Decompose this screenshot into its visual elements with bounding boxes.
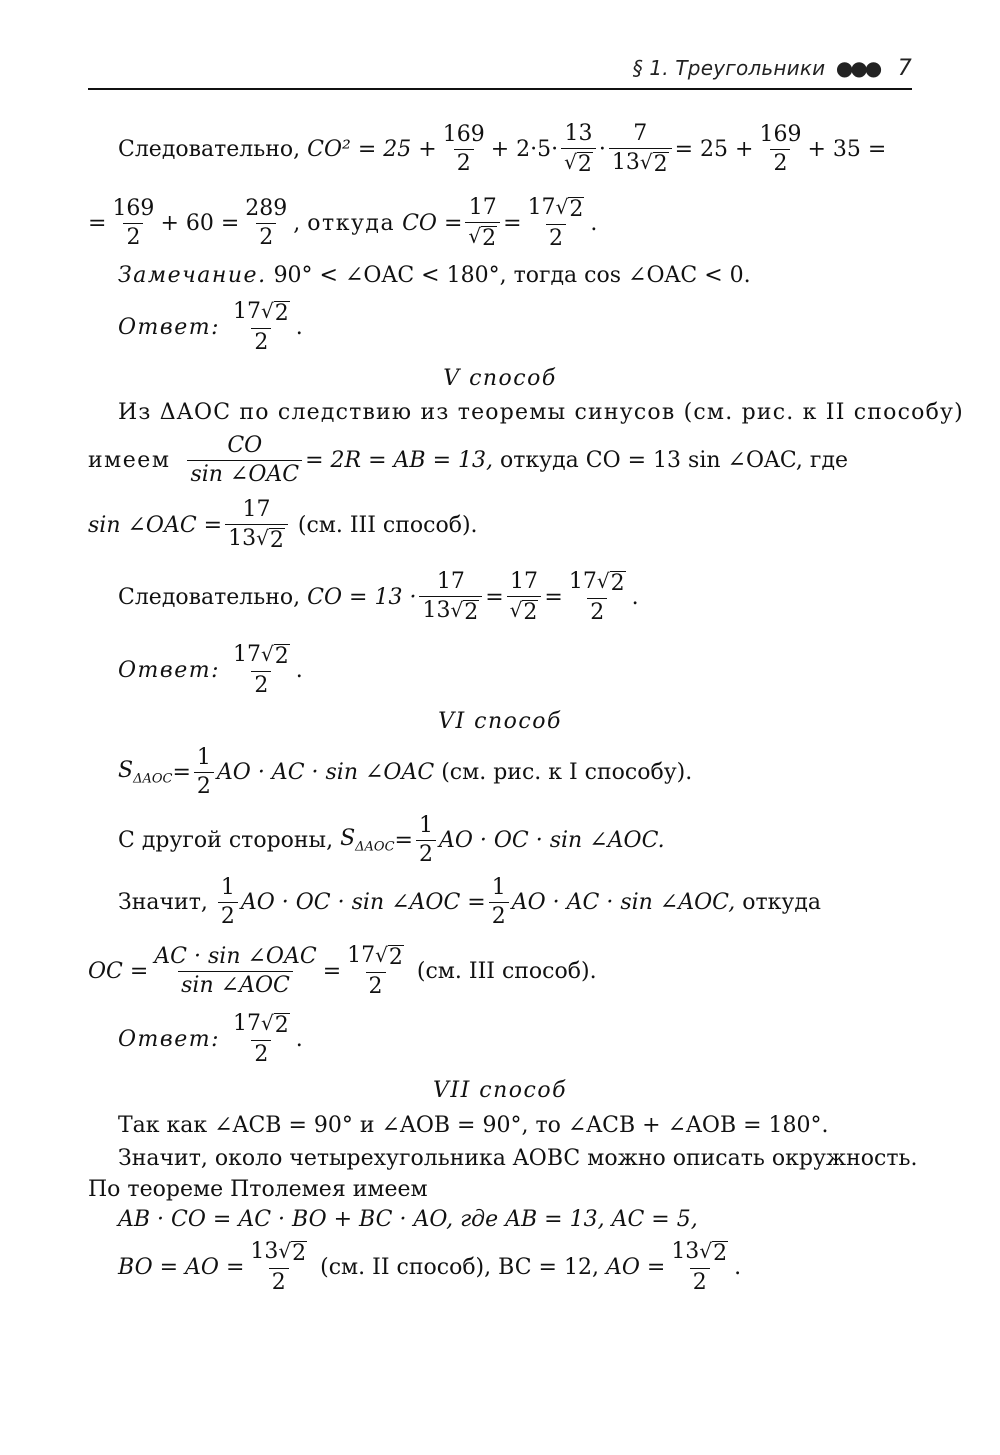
den: 2 — [546, 224, 566, 251]
num: 1 — [418, 813, 433, 838]
num: 1 — [220, 875, 235, 900]
frac-1-2c — [218, 876, 238, 929]
s-subscript: ΔAOC — [355, 839, 395, 855]
num: 1 — [491, 875, 506, 900]
v-equation-3 — [118, 570, 639, 625]
den: √ 2 — [465, 222, 500, 251]
frac-17sqrt2-2-ans3 — [230, 1012, 293, 1067]
den: 2 — [251, 328, 271, 355]
den: √ 2 — [561, 148, 596, 177]
expr-sin-oac: sin ∠OAC = — [88, 512, 223, 538]
coef: 17 — [233, 642, 261, 667]
den: 2 — [251, 1040, 271, 1067]
dot: . — [295, 1026, 303, 1052]
vii-text-2: Значит, около четырехугольника AOBC можно описать окружность. — [118, 1146, 918, 1171]
den: 2 — [587, 598, 607, 625]
num: 13 — [564, 121, 593, 146]
expr-co2: CO² = 25 + — [307, 136, 437, 162]
num: 17 √ 2 — [347, 943, 403, 970]
expr-oc: OC = — [88, 958, 149, 984]
equation-co2: Следовательно, CO² = 25 + $\frac{169}{2}$ + 2·5· 13 √ 2 · 7 13 √ 2 = 25 + $\frac{169}{2}$ + 35 = — [118, 121, 887, 178]
num: 289 — [245, 196, 288, 221]
radicand: 2 — [388, 945, 403, 970]
word-otkuda: откуда — [742, 889, 821, 915]
word-imeem: имеем — [88, 447, 171, 473]
frac-17-13sqrt2 — [225, 498, 288, 553]
den: 2 — [690, 1268, 710, 1295]
v-equation-1 — [88, 434, 848, 487]
den: 2 — [269, 1268, 289, 1295]
den: 2 — [123, 223, 143, 250]
remark-text: 90° < ∠OAC < 180°, тогда cos ∠OAC < 0. — [273, 263, 751, 288]
ref-ii: (см. II способ), BC = 12, — [320, 1254, 599, 1280]
expr-plus35: + 35 = — [807, 136, 887, 162]
radicand: 2 — [569, 197, 584, 222]
radicand: 2 — [274, 1013, 289, 1038]
remark — [118, 265, 751, 287]
header-title — [633, 56, 912, 81]
frac-17sqrt2-2 — [525, 196, 588, 251]
num: 169 — [759, 122, 802, 147]
num: 17 √ 2 — [233, 642, 289, 669]
vii-line-2 — [118, 1148, 918, 1170]
frac-17sqrt2-2-ans1 — [230, 300, 293, 355]
frac-13-sqrt2 — [561, 122, 596, 177]
text-other-side: С другой стороны, — [118, 827, 334, 853]
dot: . — [295, 314, 303, 340]
ref-iii: (см. III способ). — [416, 958, 597, 984]
expr-s2 — [340, 825, 395, 855]
num: 13 √ 2 — [671, 1239, 728, 1266]
word-znachit: Значит, — [118, 889, 208, 915]
expr-s — [118, 757, 173, 787]
vii-text-4: AB · CO = AC · BO + BC · AO, где AB = 13, AC = 5, — [118, 1207, 698, 1232]
vi-equation-4 — [88, 944, 597, 999]
coef: 17 — [233, 1011, 261, 1036]
num: 17 — [436, 569, 465, 594]
vii-text-1: Так как ∠ACB = 90° и ∠AOB = 90°, то ∠ACB + ∠AOB = 180°. — [118, 1113, 829, 1138]
frac-1-2d — [489, 876, 509, 929]
den: 2 — [218, 902, 238, 929]
frac-oc — [151, 945, 319, 998]
eq-sign: = — [88, 210, 107, 236]
vi-equation-3 — [118, 876, 821, 929]
expr-2r: = 2R = AB = 13, — [305, 447, 493, 473]
frac-13sqrt2-2b — [668, 1240, 731, 1295]
vii-equation — [118, 1240, 741, 1295]
dot: . — [734, 1254, 742, 1280]
word-sledovatelno: Следовательно, — [118, 136, 301, 162]
frac-17-sqrt2b — [507, 570, 542, 625]
den: 2 — [770, 149, 790, 176]
expr-area-4: AO · AC · sin ∠AOC, — [511, 889, 736, 915]
radicand: 2 — [577, 152, 592, 178]
coef: 13 — [250, 1239, 279, 1264]
frac-1-2b — [416, 814, 436, 867]
den: sin ∠OAC — [187, 460, 302, 487]
frac-co-sin — [187, 434, 302, 487]
answer-2 — [118, 643, 303, 698]
eq-sign: = — [394, 827, 413, 853]
expr-co-eq: CO = — [402, 210, 463, 236]
coef: 17 — [568, 569, 597, 594]
answer-3 — [118, 1012, 303, 1067]
ref-iii: (см. III способ). — [297, 512, 478, 538]
den: 13 √ 2 — [609, 148, 672, 177]
den: 2 — [416, 840, 436, 867]
frac-17-sqrt2 — [465, 196, 500, 251]
vi-equation-1 — [118, 746, 692, 799]
coef: 13 — [228, 526, 257, 552]
num: 17 √ 2 — [568, 569, 625, 596]
coef: 13 — [422, 598, 451, 624]
section-v-title: V способ — [443, 366, 557, 391]
radicand: 2 — [292, 1241, 307, 1266]
v-equation-2 — [88, 498, 478, 553]
s-letter: S — [118, 757, 134, 783]
section-vi-title: VI способ — [438, 709, 562, 734]
coef: 13 — [611, 150, 640, 176]
expr-co-13: CO = 13 · — [307, 584, 417, 610]
frac-1-2 — [194, 746, 214, 799]
num: 1 — [196, 745, 211, 770]
frac-169-2c — [109, 197, 157, 250]
remark-label: Замечание. — [118, 263, 267, 288]
radicand: 2 — [713, 1241, 728, 1266]
den: 2 — [489, 902, 509, 929]
coef: 17 — [233, 299, 261, 324]
den: √ 2 — [507, 596, 542, 625]
expr-bo-ao: BO = AO = — [118, 1254, 245, 1280]
frac-17sqrt2-2-ans2 — [230, 643, 293, 698]
header-dots-icon: ●●● — [835, 56, 880, 80]
num: 17 — [242, 497, 271, 522]
coef: 17 — [347, 943, 376, 968]
v-paragraph — [118, 402, 964, 424]
frac-169-2b — [756, 123, 804, 176]
num: 17 √ 2 — [233, 299, 289, 326]
expr-area-1: AO · AC · sin ∠OAC — [216, 759, 435, 785]
expr-area-2: AO · OC · sin ∠AOC. — [438, 827, 665, 853]
s-subscript: ΔAOC — [133, 771, 173, 787]
den: 2 — [454, 149, 474, 176]
page-number: 7 — [897, 56, 912, 81]
den: 2 — [194, 772, 214, 799]
frac-17sqrt2-2c — [344, 944, 407, 999]
vii-line-4 — [118, 1209, 698, 1231]
frac-17sqrt2-2b — [566, 570, 629, 625]
num: AC · sin ∠OAC — [154, 944, 317, 969]
radicand: 2 — [610, 571, 625, 596]
radicand: 2 — [523, 600, 538, 626]
answer-1 — [118, 300, 303, 355]
den: 2 — [366, 972, 386, 999]
eq-sign: = — [172, 759, 191, 785]
answer-label: Ответ: — [118, 1026, 220, 1052]
dot: . — [631, 584, 639, 610]
expr-eq25: = 25 + — [674, 136, 754, 162]
vii-text-3: По теореме Птолемея имеем — [88, 1177, 428, 1202]
coef: 17 — [527, 195, 556, 220]
frac-7-13sqrt2 — [609, 122, 672, 177]
den: 13 √ 2 — [419, 596, 482, 625]
den: 2 — [256, 223, 276, 250]
radicand: 2 — [274, 644, 289, 669]
num: 169 — [442, 122, 485, 147]
ref-i: (см. рис. к I способу). — [441, 759, 693, 785]
vii-line-1 — [118, 1115, 829, 1137]
eq-sign: = — [503, 210, 522, 236]
eq-sign: = — [544, 584, 563, 610]
eq-sign: = — [485, 584, 504, 610]
answer-label: Ответ: — [118, 314, 220, 340]
num: 17 √ 2 — [527, 195, 584, 222]
expr-area-3: AO · OC · sin ∠AOC = — [240, 889, 486, 915]
frac-169-2 — [440, 123, 488, 176]
den: sin ∠AOC — [178, 971, 293, 998]
num: 13 √ 2 — [250, 1239, 307, 1266]
equation-co-result — [88, 196, 597, 251]
expr-plus: + 2·5· — [490, 136, 559, 162]
frac-13sqrt2-2 — [247, 1240, 310, 1295]
num: CO — [227, 433, 263, 458]
vi-equation-2 — [118, 814, 665, 867]
coef: 13 — [671, 1239, 700, 1264]
v-text-2: откуда CO = 13 sin ∠OAC, где — [500, 447, 849, 473]
word-sledovatelno: Следовательно, — [118, 584, 301, 610]
dot: . — [295, 657, 303, 683]
num: 169 — [112, 196, 155, 221]
num: 17 — [468, 195, 497, 220]
s-letter: S — [340, 825, 356, 851]
vii-line-3 — [88, 1179, 428, 1201]
radicand: 2 — [653, 152, 668, 178]
radicand: 2 — [269, 528, 284, 554]
num: 17 — [510, 569, 539, 594]
dot: . — [590, 210, 598, 236]
radicand: 2 — [274, 301, 289, 326]
expr-ao: AO = — [605, 1254, 666, 1280]
comma: , — [293, 210, 301, 236]
running-header — [88, 56, 912, 90]
den: 13 √ 2 — [225, 524, 288, 553]
den: 2 — [251, 671, 271, 698]
section-title: § 1. Треугольники — [632, 56, 826, 80]
eq-sign: = — [322, 958, 342, 984]
radicand: 2 — [464, 600, 479, 626]
num: 7 — [633, 121, 648, 146]
frac-289-2 — [242, 197, 290, 250]
expr-plus60: + 60 = — [160, 210, 240, 236]
v-text-1: Из ΔAOC по следствию из теоремы синусов (см. рис. к II способу) — [118, 400, 964, 425]
radicand: 2 — [482, 226, 497, 252]
num: 17 √ 2 — [233, 1011, 289, 1038]
answer-label: Ответ: — [118, 657, 220, 683]
section-vii-title: VII способ — [433, 1078, 567, 1103]
word-otkuda: откуда — [307, 210, 396, 236]
frac-17-13sqrt2b — [419, 570, 482, 625]
